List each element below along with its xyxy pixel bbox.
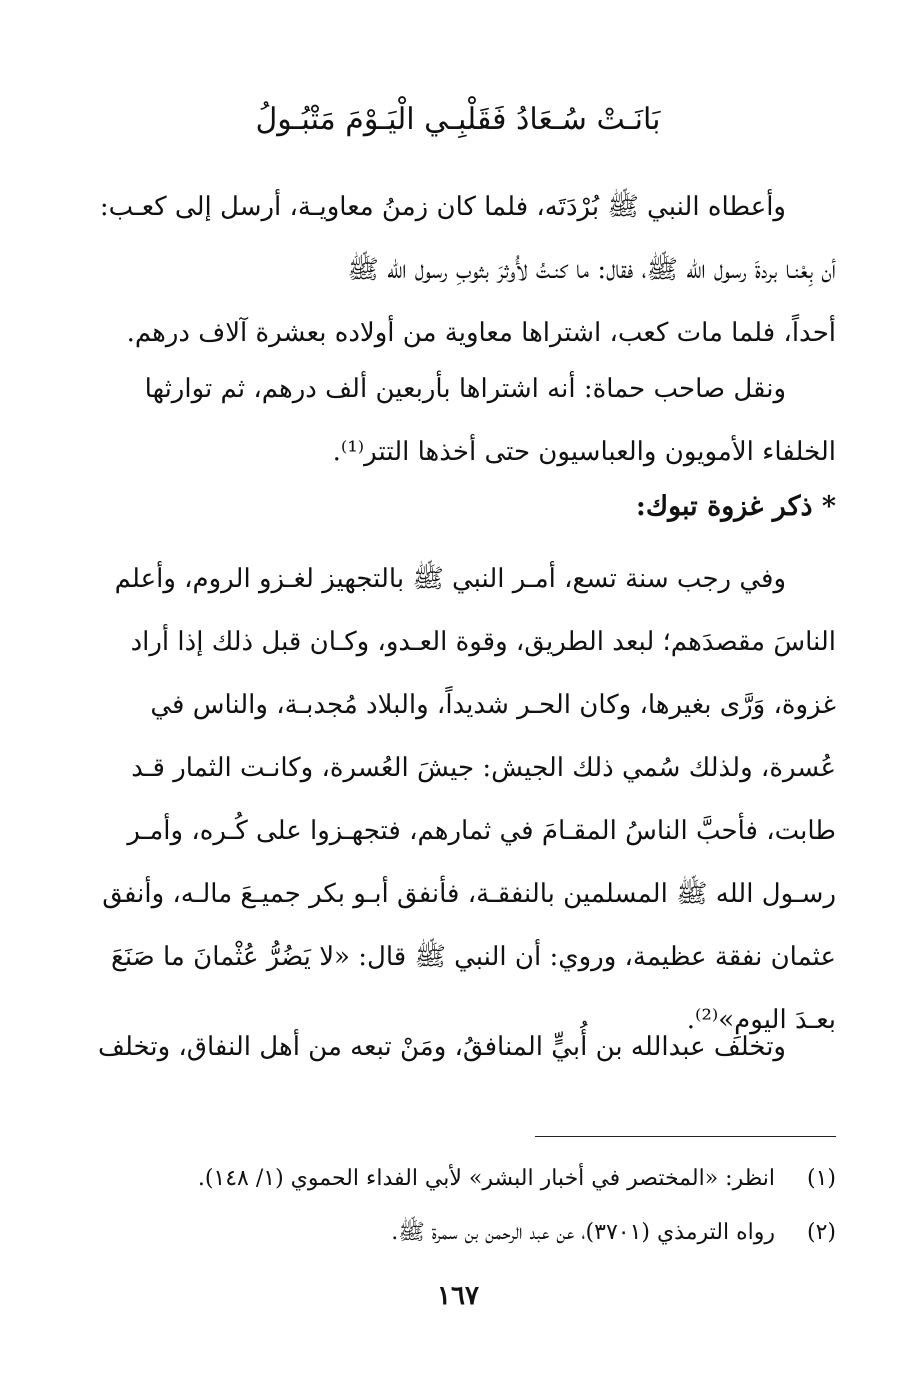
- text-line: عُسرة، ولذلك سُمي ذلك الجيش: جيشَ العُسرة، وكانـت الثمار قـد: [131, 753, 836, 783]
- text-line: طابت، فأحبَّ الناسُ المقـامَ في ثمارهم، فتجهـزوا على كُـره، وأمـر: [127, 816, 836, 846]
- text-line: بعـدَ اليومِ»⁽²⁾.: [686, 1005, 836, 1035]
- footnote: [120, 1152, 836, 1206]
- footnote-text: انظر: «المختصر في أخبار البشر» لأبي الفداء الحموي (١/ ١٤٨).: [197, 1166, 775, 1191]
- footnote-divider: [535, 1136, 836, 1137]
- text-line: الخلفاء الأمويون والعباسيون حتى أخذها التتر⁽¹⁾.: [332, 437, 836, 467]
- paragraph: [102, 548, 836, 1052]
- text-line: غزوة، وَرَّى بغيرها، وكان الحـر شديداً، والبلاد مُجدبـة، والناس في: [150, 690, 836, 720]
- poem-verse: بَانَـتْ سُـعَادُ فَقَلْبِـي الْيَـوْمَ مَتْبُـولُ: [255, 102, 661, 137]
- text-line: عثمان نفقة عظيمة، وروي: أن النبي ﷺ قال: «لا يَضُرُّ عُثْمانَ ما صَنَعَ: [110, 942, 836, 972]
- footnote: [120, 1206, 836, 1260]
- footnotes: [120, 1152, 836, 1260]
- section-heading: * ذكر غزوة تبوك:: [635, 491, 836, 522]
- text-line: وتخلف عبدالله بن أُبيٍّ المنافقُ، ومَنْ تبعه من أهل النفاق، وتخلف: [98, 1032, 786, 1062]
- footnote-number: (١): [806, 1166, 836, 1191]
- text-line: الناسَ مقصدَهم؛ لبعد الطريق، وقوة العـدو، وكـان قبل ذلك إذا أراد: [130, 627, 836, 657]
- text-line: أن بِعْنـا بردةَ رسول الله ﷺ، فقال: ما كنـتُ لأُوثرَ بثوبِ رسول الله ﷺ: [347, 255, 836, 285]
- text-line: أحداً، فلما مات كعب، اشتراها معاوية من أولاده بعشرة آلاف درهم.: [126, 318, 836, 348]
- paragraph: [99, 176, 836, 365]
- text-line: ونقل صاحب حماة: أنه اشتراها بأربعين ألف درهم، ثم توارثها: [144, 374, 786, 404]
- paragraph: [120, 358, 836, 484]
- paragraph: [98, 1016, 836, 1079]
- text-line: وفي رجب سنة تسع، أمـر النبي ﷺ بالتجهيز لغـزو الروم، وأعلم: [114, 564, 786, 594]
- footnote-text: رواه الترمذي (٣٧٠١)، عن عبد الرحمن بن سمرة ﷺ.: [391, 1220, 775, 1245]
- text-line: وأعطاه النبي ﷺ بُرْدَتَه، فلما كان زمنُ معاويـة، أرسل إلى كعـب:: [99, 192, 786, 222]
- text-line: رسـول الله ﷺ المسلمين بالنفقـة، فأنفق أبـو بكر جميـعَ مالـه، وأنفق: [102, 879, 836, 909]
- footnote-number: (٢): [806, 1220, 836, 1245]
- page-number: ١٦٧: [437, 1281, 479, 1311]
